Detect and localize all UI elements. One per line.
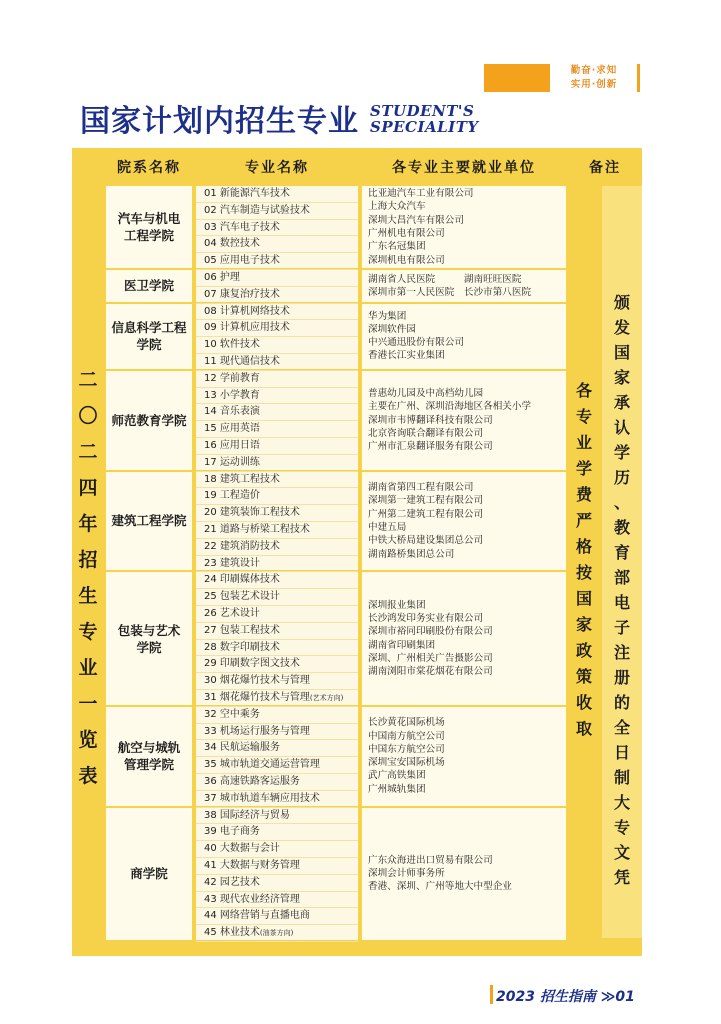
note-text-char: 、 [613, 493, 630, 512]
department-cell [106, 472, 192, 571]
major-name: 07 康复治疗技术 [204, 288, 280, 300]
employer-list [362, 270, 566, 302]
fee-text-char: 各 [575, 381, 592, 400]
major-item [196, 824, 358, 841]
note-text-char: 的 [613, 693, 630, 712]
side-title-char: 业 [78, 657, 98, 679]
fee-column [568, 186, 600, 938]
employer-item: 湖南省印刷集团 [368, 639, 436, 651]
employer-item: 深圳市第一人民医院 长沙市第八医院 [368, 286, 532, 298]
side-title-char: 表 [78, 765, 98, 787]
major-name: 03 汽车电子技术 [204, 221, 280, 233]
major-list [196, 472, 358, 571]
major-item [196, 690, 358, 707]
major-name: 42 园艺技术 [204, 876, 260, 888]
major-item [196, 925, 358, 942]
fee-text-char: 专 [575, 407, 592, 426]
side-title [72, 148, 104, 956]
subtitle-line-2: SPECIALITY [370, 118, 479, 136]
employer-list [362, 472, 566, 571]
major-item [196, 287, 358, 304]
major-item [196, 908, 358, 925]
major-name: 26 艺术设计 [204, 607, 260, 619]
note-text-char: 子 [613, 618, 630, 637]
header-dept: 院系名称 [117, 160, 181, 176]
major-item [196, 522, 358, 539]
major-item [196, 253, 358, 270]
employer-item: 深圳大昌汽车有限公司 [368, 214, 464, 226]
major-name: 11 现代通信技术 [204, 355, 280, 367]
major-name: 34 民航运输服务 [204, 742, 280, 754]
side-title-char: 四 [78, 477, 98, 499]
motto-line-1: 勤奋·求知 [570, 65, 618, 76]
major-item [196, 724, 358, 741]
note-column [602, 186, 642, 938]
note-text-char: 注 [613, 643, 630, 662]
side-title-char: 二 [78, 441, 98, 463]
header-note: 备注 [589, 160, 621, 176]
major-item [196, 438, 358, 455]
department-cell [106, 371, 192, 470]
department-name-line: 包装与艺术 [117, 622, 181, 638]
orange-bar [484, 64, 550, 92]
major-item [196, 640, 358, 657]
employer-item: 湖南省人民医院 湖南旺旺医院 [368, 273, 522, 285]
employer-item: 广州市汇泉翻译服务有限公司 [368, 441, 493, 453]
employer-item: 比亚迪汽车工业有限公司 [368, 188, 474, 200]
department-cell [106, 808, 192, 940]
employer-item: 香港、深圳、广州等地大中型企业 [368, 881, 512, 893]
employer-item: 深圳机电有限公司 [368, 254, 445, 266]
side-title-char: 览 [78, 729, 98, 751]
employer-item: 北京咨询联合翻译有限公司 [368, 427, 484, 439]
major-item [196, 421, 358, 438]
department-cell [106, 304, 192, 369]
major-direction-note: (油茶方向) [259, 929, 294, 938]
employer-list [362, 304, 566, 369]
major-name: 04 数控技术 [204, 238, 260, 250]
note-text-char: 全 [613, 718, 630, 737]
fee-text-char: 学 [575, 459, 592, 478]
employer-item: 长沙鸿发印务实业有限公司 [368, 612, 484, 624]
major-list [196, 270, 358, 302]
employer-item: 上海大众汽车 [368, 201, 426, 213]
employer-item: 中建五局 [368, 521, 407, 533]
side-title-char: 年 [78, 513, 98, 535]
page-title: 国家计划内招生专业 [80, 104, 359, 139]
major-name: 38 国际经济与贸易 [204, 809, 290, 821]
major-item [196, 623, 358, 640]
major-name: 16 应用日语 [204, 439, 260, 451]
motto-line-2: 实用·创新 [570, 79, 618, 90]
employer-item: 深圳市韦博翻译科技有限公司 [368, 414, 493, 426]
major-item [196, 808, 358, 825]
department-cell [106, 572, 192, 704]
note-text-char: 历 [613, 468, 630, 487]
side-title-char: 生 [78, 585, 98, 607]
major-item [196, 707, 358, 724]
note-text-char: 制 [613, 768, 630, 787]
major-name: 39 电子商务 [204, 826, 260, 838]
employer-list [362, 572, 566, 704]
major-item [196, 220, 358, 237]
employer-item: 中铁大桥局建设集团总公司 [368, 535, 484, 547]
employer-item: 武广高铁集团 [368, 770, 426, 782]
note-text-char: 日 [613, 743, 630, 762]
major-name: 37 城市轨道车辆应用技术 [204, 792, 320, 804]
major-name: 02 汽车制造与试验技术 [204, 204, 310, 216]
major-item [196, 656, 358, 673]
note-text-char: 部 [613, 568, 630, 587]
major-name: 45 林业技术 [204, 927, 260, 939]
major-name: 25 包装艺术设计 [204, 591, 280, 603]
note-text-char: 育 [613, 543, 630, 562]
major-list [196, 808, 358, 940]
note-text-char: 电 [613, 593, 630, 612]
major-list [196, 304, 358, 369]
major-name: 28 数字印刷技术 [204, 641, 280, 653]
employer-item: 长沙黄花国际机场 [368, 717, 445, 729]
department-cell [106, 270, 192, 302]
major-item [196, 304, 358, 321]
major-item [196, 858, 358, 875]
major-list [196, 186, 358, 268]
employer-item: 深圳第一建筑工程有限公司 [368, 495, 484, 507]
employer-item: 广州机电有限公司 [368, 228, 445, 239]
major-list [196, 371, 358, 470]
major-name: 44 网络营销与直播电商 [204, 910, 310, 922]
fee-text-char: 费 [575, 485, 592, 504]
major-item [196, 270, 358, 287]
major-name: 08 计算机网络技术 [204, 305, 290, 317]
major-item [196, 673, 358, 690]
note-text-char: 学 [613, 443, 630, 462]
major-name: 35 城市轨道交通运营管理 [204, 759, 320, 771]
major-item [196, 505, 358, 522]
header-tag [484, 64, 636, 92]
note-text-char: 文 [613, 843, 630, 862]
major-item [196, 236, 358, 253]
fee-text-char: 策 [575, 667, 592, 686]
employer-item: 中国南方航空公司 [368, 730, 445, 742]
major-name: 40 大数据与会计 [204, 843, 280, 855]
employer-list [362, 186, 566, 268]
major-item [196, 203, 358, 220]
fee-text-char: 国 [575, 589, 592, 608]
major-item [196, 186, 358, 203]
department-name-line: 学院 [136, 639, 162, 655]
employer-item: 湖南浏阳市棠花烟花有限公司 [368, 666, 493, 678]
major-item [196, 606, 358, 623]
employer-item: 华为集团 [368, 310, 407, 322]
employer-item: 中国东方航空公司 [368, 743, 445, 755]
major-item [196, 337, 358, 354]
major-name: 29 印刷数字图文技术 [204, 658, 300, 670]
employer-item: 深圳宝安国际机场 [368, 757, 445, 769]
department-name-line: 信息科学工程 [111, 320, 187, 336]
note-text-char: 颁 [613, 293, 630, 312]
major-item [196, 892, 358, 909]
major-name: 23 建筑设计 [204, 557, 260, 569]
major-name: 20 建筑装饰工程技术 [204, 507, 300, 519]
major-item [196, 757, 358, 774]
employer-item: 深圳软件园 [368, 323, 416, 335]
side-title-char: 二 [78, 369, 98, 391]
fee-text-char: 格 [575, 537, 592, 556]
footer-bar [490, 985, 493, 1004]
major-name: 43 现代农业经济管理 [204, 893, 300, 905]
major-name: 21 道路与桥梁工程技术 [204, 523, 310, 535]
major-name: 30 烟花爆竹技术与管理 [204, 675, 310, 687]
department-name-line: 师范教育学院 [111, 412, 187, 428]
major-item [196, 841, 358, 858]
major-item [196, 404, 358, 421]
major-item [196, 488, 358, 505]
major-name: 10 软件技术 [204, 339, 260, 351]
major-name: 33 机场运行服务与管理 [204, 725, 310, 737]
major-name: 19 工程造价 [204, 490, 260, 502]
side-title-char: 〇 [78, 405, 98, 427]
major-item [196, 539, 358, 556]
major-item [196, 556, 358, 573]
side-title-char: 招 [78, 549, 98, 571]
note-text-char: 凭 [613, 868, 630, 887]
major-name: 14 音乐表演 [204, 406, 260, 418]
major-item [196, 572, 358, 589]
subtitle-line-1: STUDENT'S [370, 102, 475, 120]
major-name: 13 小学教育 [204, 389, 260, 401]
employer-item: 主要在广州、深圳沿海地区各相关小学 [368, 401, 532, 413]
major-name: 31 烟花爆竹技术与管理 [204, 691, 310, 703]
major-item [196, 455, 358, 472]
department-cell [106, 186, 192, 268]
department-name-line: 工程学院 [123, 228, 174, 243]
major-name: 01 新能源汽车技术 [204, 188, 290, 199]
employer-list [362, 808, 566, 940]
employer-item: 香港长江实业集团 [368, 350, 445, 362]
major-item [196, 589, 358, 606]
department-name-line: 航空与城轨 [117, 740, 181, 756]
employer-item: 深圳会计师事务所 [368, 868, 445, 880]
major-list [196, 707, 358, 806]
note-text-char: 大 [613, 793, 630, 812]
side-title-char: 一 [78, 693, 98, 715]
employer-list [362, 707, 566, 806]
major-name: 09 计算机应用技术 [204, 322, 290, 334]
major-name: 41 大数据与财务管理 [204, 859, 300, 871]
major-item [196, 875, 358, 892]
major-list [196, 572, 358, 704]
note-text-char: 教 [613, 518, 630, 537]
motto [554, 64, 634, 92]
major-item [196, 740, 358, 757]
major-item [196, 320, 358, 337]
major-name: 12 学前教育 [204, 372, 260, 384]
employer-item: 广州第二建筑工程有限公司 [368, 508, 484, 520]
major-name: 22 建筑消防技术 [204, 540, 280, 552]
employer-item: 广州城轨集团 [368, 783, 426, 795]
major-item [196, 774, 358, 791]
major-direction-note: (艺术方向) [309, 693, 344, 702]
note-text-char: 认 [613, 418, 630, 437]
department-name-line: 建筑工程学院 [111, 513, 187, 529]
major-name: 06 护理 [204, 272, 240, 283]
employer-item: 深圳市裕同印刷股份有限公司 [368, 626, 493, 638]
major-name: 27 包装工程技术 [204, 624, 280, 636]
major-item [196, 371, 358, 388]
department-name-line: 汽车与机电 [117, 211, 181, 226]
employer-item: 湖南省第四工程有限公司 [368, 482, 474, 494]
note-text-char: 册 [613, 668, 630, 687]
department-name-line: 医卫学院 [123, 278, 174, 294]
major-name: 32 空中乘务 [204, 708, 260, 720]
note-text-char: 承 [613, 393, 630, 412]
employer-item: 广东众海进出口贸易有限公司 [368, 854, 493, 866]
major-item [196, 791, 358, 808]
page-subtitle [370, 103, 510, 135]
fee-text-char: 取 [575, 719, 592, 738]
employer-item: 深圳、广州相关广告摄影公司 [368, 652, 493, 664]
department-cell [106, 707, 192, 806]
employer-item: 广东名冠集团 [368, 241, 426, 253]
header-major: 专业名称 [245, 160, 309, 176]
fee-text-char: 家 [575, 615, 592, 634]
note-text-char: 发 [613, 318, 630, 337]
fee-text-char: 政 [575, 641, 592, 660]
employer-item: 中兴通迅股份有限公司 [368, 337, 464, 349]
employer-item: 湖南路桥集团总公司 [368, 548, 455, 560]
major-name: 15 应用英语 [204, 423, 260, 435]
employer-item: 普惠幼儿园及中高档幼儿园 [368, 387, 484, 399]
side-title-char: 专 [78, 621, 98, 643]
major-item [196, 354, 358, 371]
fee-text-char: 业 [575, 433, 592, 452]
major-item [196, 388, 358, 405]
note-text-char: 国 [613, 343, 630, 362]
fee-text-char: 收 [575, 693, 592, 712]
major-name: 36 高速铁路客运服务 [204, 775, 300, 787]
employer-list [362, 371, 566, 470]
fee-text-char: 按 [575, 563, 592, 582]
footer-page: 2023 招生指南 ≫01 [496, 989, 635, 1005]
major-name: 18 建筑工程技术 [204, 473, 280, 485]
divider [637, 64, 640, 92]
note-text-char: 家 [613, 368, 630, 387]
department-name-line: 管理学院 [123, 757, 174, 773]
major-name: 24 印刷媒体技术 [204, 574, 280, 586]
department-name-line: 商学院 [130, 866, 168, 882]
header-employer: 各专业主要就业单位 [392, 160, 536, 176]
major-name: 17 运动训练 [204, 456, 260, 468]
fee-text-char: 严 [575, 511, 592, 530]
department-name-line: 学院 [136, 337, 162, 353]
major-item [196, 472, 358, 489]
note-text-char: 专 [613, 818, 630, 837]
employer-item: 深圳报业集团 [368, 599, 426, 611]
major-name: 05 应用电子技术 [204, 255, 280, 267]
